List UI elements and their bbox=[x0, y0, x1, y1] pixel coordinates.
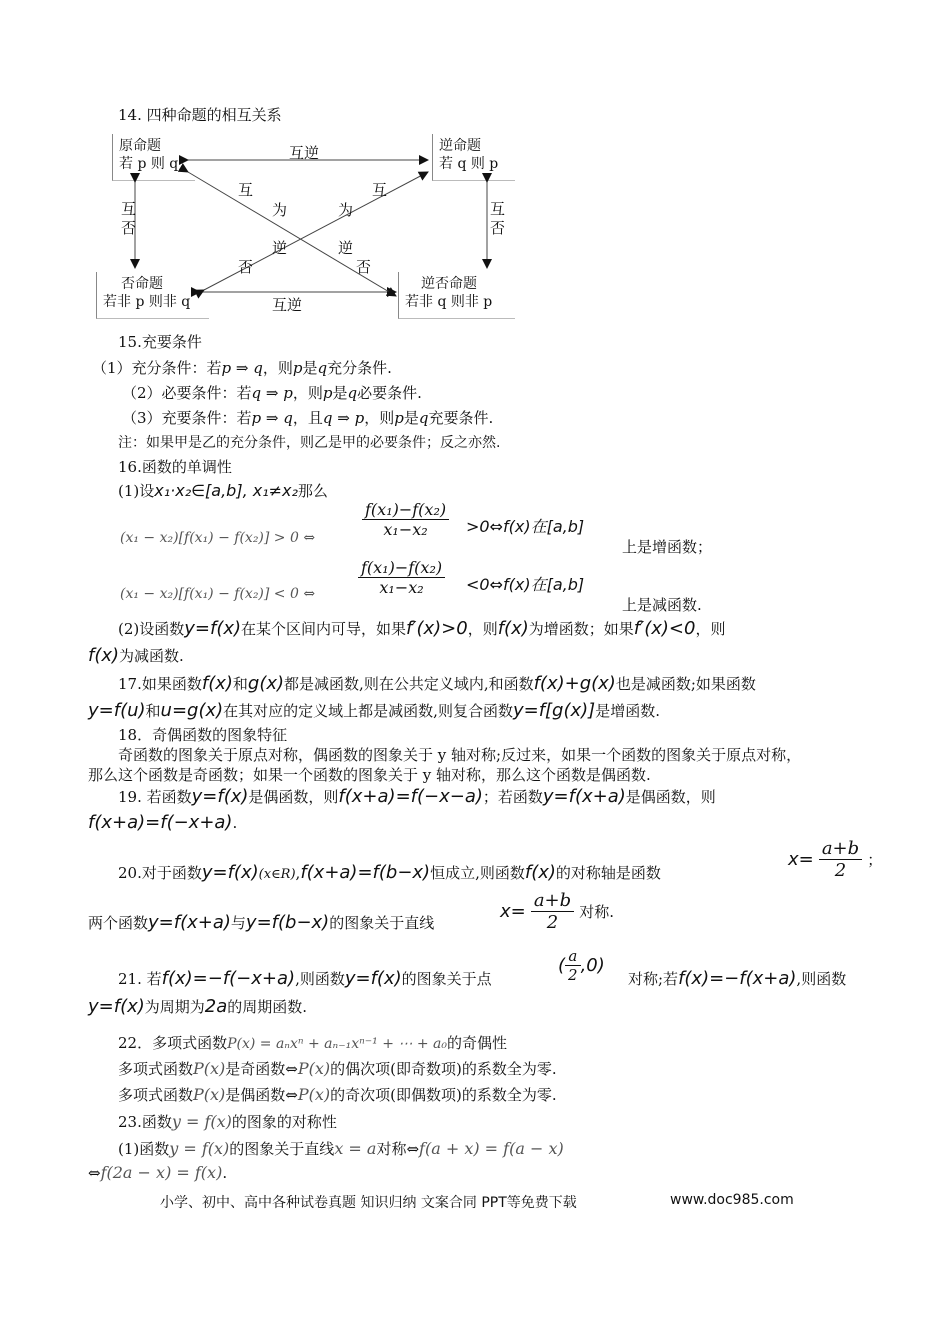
section-18-title: 18．奇偶函数的图象特征 bbox=[118, 726, 288, 744]
s21-point: ( $\frac{a}{2}$ ,0) bbox=[558, 947, 605, 984]
s20-axis-formula: x= $\frac{a+b}{2}$ ； bbox=[788, 838, 883, 881]
s15-sufficient: （1）充分条件：若p ⇒ q，则p是q充分条件. bbox=[92, 359, 392, 377]
section-14-title: 14. 四种命题的相互关系 bbox=[118, 106, 282, 124]
footer-site-link[interactable]: www.doc985.com bbox=[670, 1192, 794, 1208]
label-diag-right-1: 互 bbox=[372, 181, 388, 199]
s15-note: 注：如果甲是乙的充分条件，则乙是甲的必要条件；反之亦然. bbox=[118, 435, 501, 451]
label-left-inverse-1: 互 bbox=[121, 200, 137, 218]
s20-line-formula: x= $\frac{a+b}{2}$ 对称. bbox=[500, 890, 615, 933]
box-original-title: 原命题 bbox=[119, 138, 161, 154]
box-contrapositive-title: 逆否命题 bbox=[421, 276, 477, 292]
s15-necessary: （2）必要条件：若q ⇒ p，则p是q必要条件. bbox=[122, 384, 422, 402]
s21-l1b: 对称;若f(x)=−f(x+a),则函数 bbox=[628, 968, 847, 989]
s21-l1: 21. 若f(x)=−f(−x+a),则函数y=f(x)的图象关于点 bbox=[118, 968, 492, 989]
label-left-inverse-2: 否 bbox=[121, 219, 137, 237]
s15-sufficient-necessary: （3）充要条件：若p ⇒ q，且q ⇒ p，则p是q充要条件. bbox=[122, 409, 494, 427]
s22-even: 多项式函数P(x)是偶函数⇔P(x)的奇次项(即偶数项)的系数全为零. bbox=[118, 1085, 557, 1104]
s23-title: 23.函数y = f(x)的图象的对称性 bbox=[118, 1112, 337, 1131]
label-diag-left-4: 否 bbox=[238, 258, 254, 276]
label-diag-left-3: 逆 bbox=[272, 239, 288, 257]
s20-l2: 两个函数y=f(x+a)与y=f(b−x)的图象关于直线 bbox=[88, 912, 435, 933]
s16-l1: (1)设x₁·x₂∈[a,b], x₁≠x₂那么 bbox=[118, 481, 328, 500]
label-right-inverse-1: 互 bbox=[490, 200, 506, 218]
s23-l3: ⇔f(2a − x) = f(x). bbox=[88, 1163, 228, 1182]
s16-l2: (2)设函数y=f(x)在某个区间内可导，如果f′(x)>0，则f(x)为增函数；如果f′(x)<0，则 bbox=[118, 618, 726, 639]
s19-l2: f(x+a)=f(−x+a). bbox=[88, 812, 238, 833]
label-diag-left-1: 互 bbox=[238, 181, 254, 199]
box-inverse-text: 若非 p 则非 q bbox=[103, 294, 191, 310]
s21-l2: y=f(x)为周期为2a的周期函数. bbox=[88, 996, 308, 1017]
s22-odd: 多项式函数P(x)是奇函数⇔P(x)的偶次项(即奇数项)的系数全为零. bbox=[118, 1059, 557, 1078]
diagram-arrows bbox=[0, 0, 950, 340]
s16-l3: f(x)为减函数. bbox=[88, 645, 184, 666]
box-converse-title: 逆命题 bbox=[439, 138, 481, 154]
label-diag-left-2: 为 bbox=[272, 201, 288, 219]
section-15-title: 15.充要条件 bbox=[118, 333, 202, 351]
label-diag-right-3: 逆 bbox=[338, 239, 354, 257]
s19-l1: 19. 若函数y=f(x)是偶函数，则f(x+a)=f(−x−a)；若函数y=f(x+a)是偶函数，则 bbox=[118, 786, 716, 807]
label-diag-right-2: 为 bbox=[338, 201, 354, 219]
box-converse-text: 若 q 则 p bbox=[439, 156, 499, 172]
s17-l2: y=f(u)和u=g(x)在其对应的定义域上都是减函数,则复合函数y=f[g(x)]是增函数. bbox=[88, 700, 660, 721]
label-top-converse: 互逆 bbox=[289, 144, 320, 162]
s23-l2: (1)函数y = f(x)的图象关于直线x = a对称⇔f(a + x) = f(a − x) bbox=[118, 1139, 564, 1158]
s17-l1: 17.如果函数f(x)和g(x)都是减函数,则在公共定义域内,和函数f(x)+g(x)也是减函数;如果函数 bbox=[118, 673, 756, 694]
s18-l1: 奇函数的图象关于原点对称，偶函数的图象关于 y 轴对称;反过来，如果一个函数的图象关于原点对称， bbox=[118, 746, 802, 764]
label-bottom-converse: 互逆 bbox=[272, 296, 303, 314]
box-original-text: 若 p 则 q bbox=[119, 156, 179, 172]
s20-l1: 20.对于函数y=f(x)(x∈R),f(x+a)=f(b−x)恒成立,则函数f(x)的对称轴是函数 bbox=[118, 862, 661, 883]
s22-title: 22．多项式函数P(x) = aₙxⁿ + aₙ₋₁xⁿ⁻¹ + ⋯ + a₀的奇偶性 bbox=[118, 1034, 508, 1052]
s18-l2: 那么这个函数是奇函数；如果一个函数的图象关于 y 轴对称，那么这个函数是偶函数. bbox=[88, 766, 651, 784]
label-diag-right-4: 否 bbox=[356, 258, 372, 276]
box-inverse-title: 否命题 bbox=[121, 276, 163, 292]
label-right-inverse-2: 否 bbox=[490, 219, 506, 237]
box-contrapositive-text: 若非 q 则非 p bbox=[405, 294, 493, 310]
section-16-title: 16.函数的单调性 bbox=[118, 458, 232, 476]
footer-text: 小学、初中、高中各种试卷真题 知识归纳 文案合同 PPT等免费下载 bbox=[160, 1195, 577, 1211]
